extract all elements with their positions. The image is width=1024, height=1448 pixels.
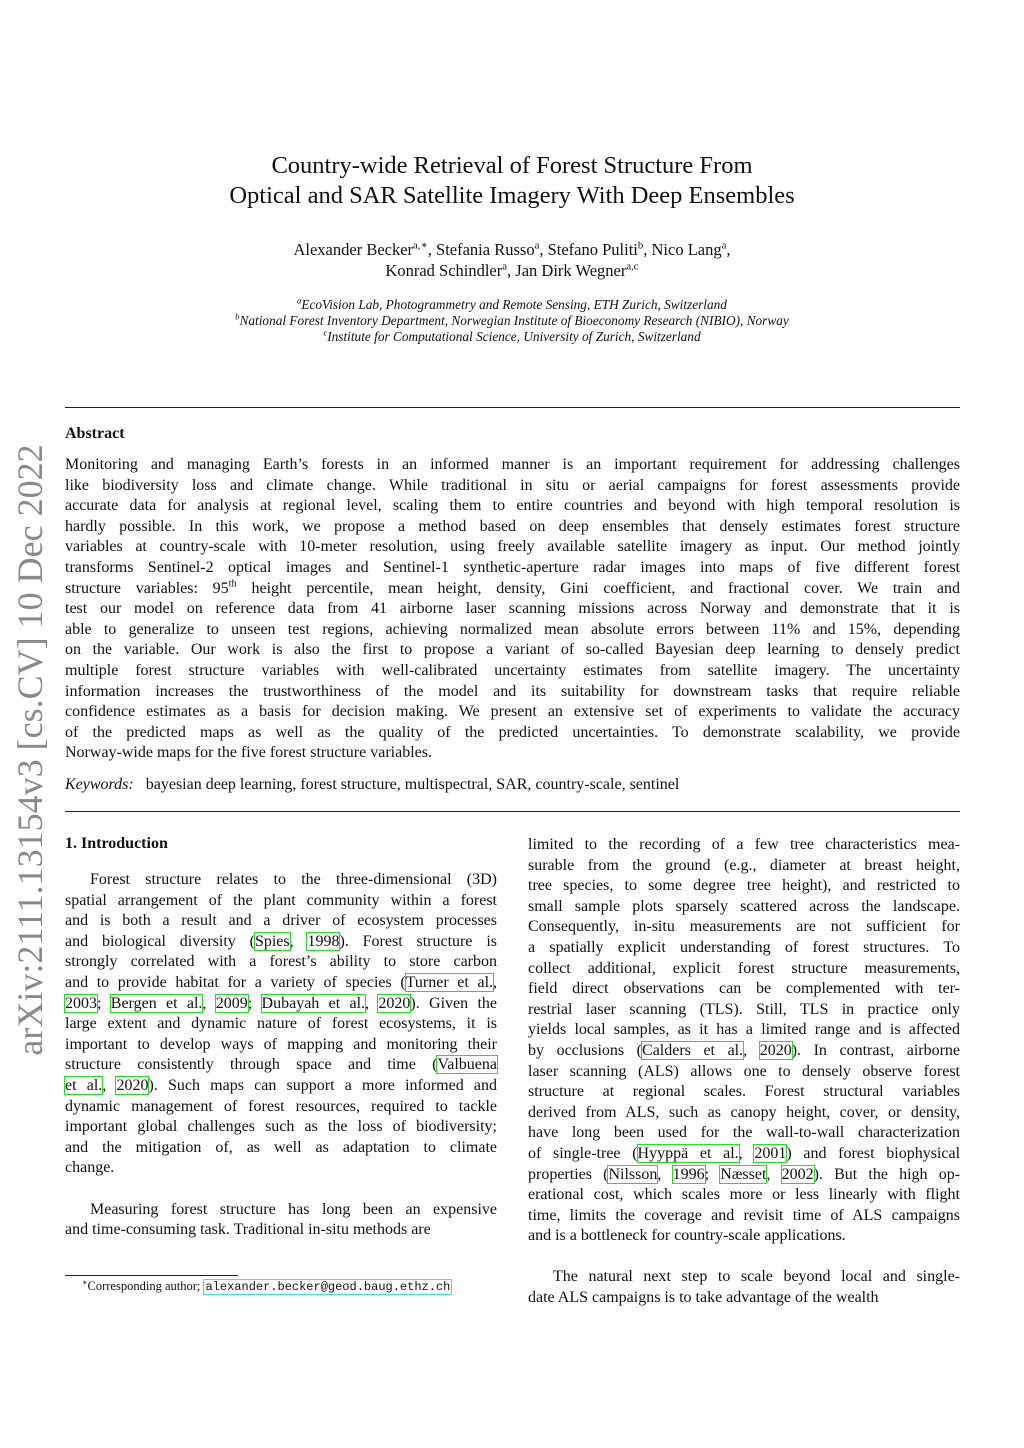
text-run: able to generalize to unseen test regions, achieving normalized mean absolute errors between 11% and 15%, depending [65,620,960,638]
superscript: a [502,260,508,273]
affiliation-mark: a [297,295,302,306]
keywords-text: bayesian deep learning, forest structure, multispectral, SAR, country-scale, sentinel [145,776,680,793]
text-line [65,599,960,620]
citation-link[interactable]: Turner et al. [405,973,494,991]
citation-link[interactable]: Bergen et al. [110,994,203,1012]
paper-title [0,151,1024,211]
text-run: field direct observations can be complemented with ter- [528,980,960,998]
affiliation-b [0,313,1024,329]
text-run: structure consistently through space and time ( [65,1056,438,1074]
text-run: of single-tree ( [528,1144,638,1162]
text-run: ; [97,994,111,1012]
text-run: have long been used for the wall-to-wall characterization [528,1124,960,1142]
text-line [65,973,497,994]
text-run: spatial arrangement of the plant community within a forest [65,891,497,909]
text-run: derived from ALS, such as canopy height, cover, or density, [528,1103,960,1121]
citation-link[interactable]: Hyyppä et al. [637,1144,739,1162]
text-run: surable from the ground (e.g., diameter at breast height, [528,856,960,874]
keywords [65,775,679,796]
text-line [528,1288,960,1309]
text-line [65,723,960,744]
text-line [528,1206,960,1227]
superscript: b [637,239,644,252]
text-run: date ALS campaigns is to take advantage of the wealth [528,1289,879,1307]
text-run: variables at country-scale with 10-meter resolution, using freely available satellite imagery as input. Our method jointly [65,538,960,556]
paragraph [528,1267,960,1308]
text-line [65,517,960,538]
text-run: dynamic management of forest resources, required to tackle [65,1097,497,1115]
citation-link[interactable]: 2020 [378,994,411,1012]
text-line [528,1267,960,1288]
author-line [0,260,1024,281]
arxiv-identifier-stamp: arXiv:2111.13154v3 [cs.CV] 10 Dec 2022 [10,444,50,1056]
text-run: , Stefano Puliti [539,240,638,259]
text-line [528,1165,960,1186]
text-line [528,1185,960,1206]
citation-link[interactable]: 2003 [65,994,97,1012]
text-run: , [726,240,731,259]
text-line [528,917,960,938]
citation-link[interactable]: Calders et al. [642,1041,744,1059]
citation-link[interactable]: Dubayah et al. [261,994,366,1012]
footnote-mark: ∗ [82,1277,88,1287]
text-run: information increases the trustworthiness of the model and its suitability for downstream tasks that require reliable [65,682,960,700]
text-run: by occlusions ( [528,1041,643,1059]
citation-link[interactable]: 2002 [781,1165,814,1183]
text-line [528,938,960,959]
text-run: important global challenges such as the loss of biodiversity; [65,1118,497,1136]
text-run: and is a bottleneck for country-scale applications. [528,1227,846,1245]
affiliation-text: EcoVision Lab, Photogrammetry and Remote Sensing, ETH Zurich, Switzerland [301,297,727,312]
citation-link[interactable]: Næsset [720,1165,767,1183]
citation-link[interactable]: 1998 [307,932,340,950]
text-run: Norway-wide maps for the five forest structure variables. [65,744,432,762]
affiliation-mark: c [323,327,328,338]
text-run: , Jan Dirk Wegner [507,261,627,280]
text-line [65,476,960,497]
section-heading-introduction: 1. Introduction [65,835,168,852]
text-run: important to develop ways of mapping and monitoring their [65,1035,497,1053]
text-line [65,911,497,932]
text-run: , [202,994,216,1012]
text-line [65,640,960,661]
text-line [65,1035,497,1056]
text-line [528,1226,960,1247]
text-run: large extent and dynamic nature of forest ecosystems, it is [65,1015,497,1033]
text-run: height percentile, mean height, density, Gini coefficient, and fractional cover. We train and [236,579,961,597]
text-line [65,661,960,682]
text-run: Consequently, in-situ measurements are not sufficient for [528,918,960,936]
text-line [65,1117,497,1138]
text-run: and the mitigation of, as well as adaptation to climate [65,1138,497,1156]
superscript: a [721,239,727,252]
text-line [65,620,960,641]
footnote-text: Corresponding author; [87,1279,204,1293]
text-line [65,1200,497,1221]
affiliations [0,297,1024,345]
text-line [65,682,960,703]
superscript: a [534,239,540,252]
abstract-heading: Abstract [65,425,125,442]
text-run: restrial laser scanning (TLS). Still, TLS in practice only [528,1000,960,1018]
text-run: ). But the high op- [813,1165,961,1183]
left-column [65,870,497,1241]
text-run: of the predicted maps as well as the quality of the predicted uncertainties. To demonstrate scalability, we provide [65,723,960,741]
text-line [528,876,960,897]
citation-link[interactable]: 2009 [215,994,248,1012]
text-run: ). Forest structure is [339,932,498,950]
text-run: , [766,1165,782,1183]
paragraph [65,870,497,1179]
text-run: The natural next step to scale beyond local and single- [553,1268,960,1286]
top-rule [65,407,960,408]
citation-link[interactable]: 2001 [754,1144,787,1162]
text-run: tree species, to some degree tree height), and restricted to [528,877,960,895]
text-run: , [102,1076,117,1094]
text-run: structure at regional scales. Forest structural variables [528,1083,960,1101]
text-run: strongly correlated with a forest’s ability to store carbon [65,953,497,971]
text-run: , [289,932,308,950]
text-run: yields local samples, as it has a limited range and is affected [528,1021,960,1039]
text-line [65,891,497,912]
title-line: Optical and SAR Satellite Imagery With Deep Ensembles [229,182,795,209]
text-run: , Stefania Russo [427,240,535,259]
text-line [528,897,960,918]
text-line [528,1062,960,1083]
text-run: collect additional, explicit forest structure measurements, [528,959,960,977]
text-line [65,743,960,764]
text-run: , [743,1041,760,1059]
citation-link[interactable]: Nilsson [608,1165,658,1183]
text-run: Konrad Schindler [385,261,503,280]
text-line [65,994,497,1015]
email-link[interactable]: alexander.becker@geod.baug.ethz.ch [205,1280,451,1294]
text-run: hardly possible. In this work, we propose a method based on deep ensembles that densely estimates forest structure [65,517,960,535]
text-run: , Nico Lang [643,240,722,259]
affiliation-c [0,329,1024,345]
citation-link[interactable]: Valbuena [437,1056,497,1074]
text-line [65,579,960,600]
text-run: test our model on reference data from 41 airborne laser scanning missions across Norway and demonstrate that it is [65,600,960,618]
text-line [528,1103,960,1124]
text-line [65,932,497,953]
author-line [0,239,1024,260]
text-run: and biological diversity ( [65,932,255,950]
text-line [528,1020,960,1041]
citation-link[interactable]: 1996 [672,1165,705,1183]
author-list [0,239,1024,281]
text-line [65,1138,497,1159]
text-run: , [493,973,498,991]
citation-link[interactable]: et al. [65,1076,103,1094]
title-line: Country-wide Retrieval of Forest Structure From [271,152,753,179]
text-line [65,1097,497,1118]
text-run: transforms Sentinel-2 optical images and Sentinel-1 synthetic-aperture radar images into maps of five different forest [65,558,960,576]
paragraph [65,1200,497,1241]
text-run: multiple forest structure variables with well-calibrated uncertainty estimates from satellite imagery. The uncertainty [65,661,960,679]
affiliation-text: National Forest Inventory Department, Norwegian Institute of Bioeconomy Research (NIBIO), Norway [239,313,789,328]
text-run: Forest structure relates to the three-dimensional (3D) [90,871,497,888]
text-run: confidence estimates as a basis for decision making. We present an extensive set of experiments to validate the accuracy [65,703,960,721]
text-line [528,979,960,1000]
affiliation-mark: b [235,311,240,322]
text-line [65,558,960,579]
footnote [82,1279,452,1294]
text-run: and to provide habitat for a variety of species ( [65,973,406,991]
text-run: and time-consuming task. Traditional in-situ methods are [65,1221,431,1239]
citation-link[interactable]: Spies [254,932,290,950]
text-run: a spatially explicit understanding of forest structures. To [528,938,960,956]
text-run: on the variable. Our work is also the first to propose a variant of so-called Bayesian deep learning to densely predict [65,641,960,659]
text-run: erational cost, which scales more or less linearly with flight [528,1186,960,1204]
text-run: like biodiversity loss and climate change. While traditional in situ or aerial campaigns for forest assessments provide [65,476,960,494]
abstract-body [65,455,960,764]
paragraph [528,835,960,1247]
citation-link[interactable]: 2020 [116,1076,149,1094]
text-line [65,702,960,723]
text-run: Monitoring and managing Earth’s forests in an informed manner is an important requirement for addressing challenges [65,456,960,473]
text-line [528,1082,960,1103]
citation-link[interactable]: 2020 [759,1041,792,1059]
text-run: , [657,1165,673,1183]
text-run: limited to the recording of a few tree characteristics mea- [528,836,960,853]
text-line [65,870,497,891]
text-run: structure variables: 95 [65,579,229,597]
text-run: accurate data for analysis at regional level, scaling them to entire countries and beyond with high temporal resolution is [65,497,960,515]
text-line [65,952,497,973]
text-line [528,959,960,980]
text-run: laser scanning (ALS) allows one to densely observe forest [528,1062,960,1080]
superscript: a,∗ [413,239,428,252]
keywords-label: Keywords: [65,776,134,793]
text-line [65,1158,497,1179]
footnote-rule [65,1275,238,1276]
text-run: ). Such maps can support a more informed and [148,1076,497,1094]
text-run: , [738,1144,755,1162]
text-line [65,1076,497,1097]
text-run: ). Given the [410,994,497,1012]
text-run: Measuring forest structure has long been an expensive [90,1200,497,1218]
text-line [528,1041,960,1062]
bottom-rule [65,811,960,812]
text-line [65,1014,497,1035]
affiliation-text: Institute for Computational Science, University of Zurich, Switzerland [327,329,701,344]
text-run: and is both a result and a driver of ecosystem processes [65,912,497,930]
text-line [528,1123,960,1144]
text-run: properties ( [528,1165,609,1183]
text-line [528,835,960,856]
text-line [528,1000,960,1021]
text-line [528,1144,960,1165]
affiliation-a [0,297,1024,313]
text-line [65,1055,497,1076]
text-run: ). In contrast, airborne [791,1041,961,1059]
text-run: change. [65,1159,115,1177]
text-run: ) and forest biophysical [786,1144,961,1162]
superscript: a,c [626,260,639,273]
paragraph [65,455,960,764]
text-line [65,455,960,476]
superscript: th [228,578,237,590]
text-run: ; [704,1165,721,1183]
text-line [528,856,960,877]
text-line [65,537,960,558]
text-run: , [365,994,379,1012]
text-run: time, limits the coverage and revisit time of ALS campaigns [528,1206,960,1224]
text-line [65,1220,497,1241]
text-run: Alexander Becker [293,240,414,259]
text-run: small sample plots sparsely scattered across the landscape. [528,897,960,915]
text-line [65,496,960,517]
right-column [528,835,960,1309]
text-run: ; [247,994,262,1012]
